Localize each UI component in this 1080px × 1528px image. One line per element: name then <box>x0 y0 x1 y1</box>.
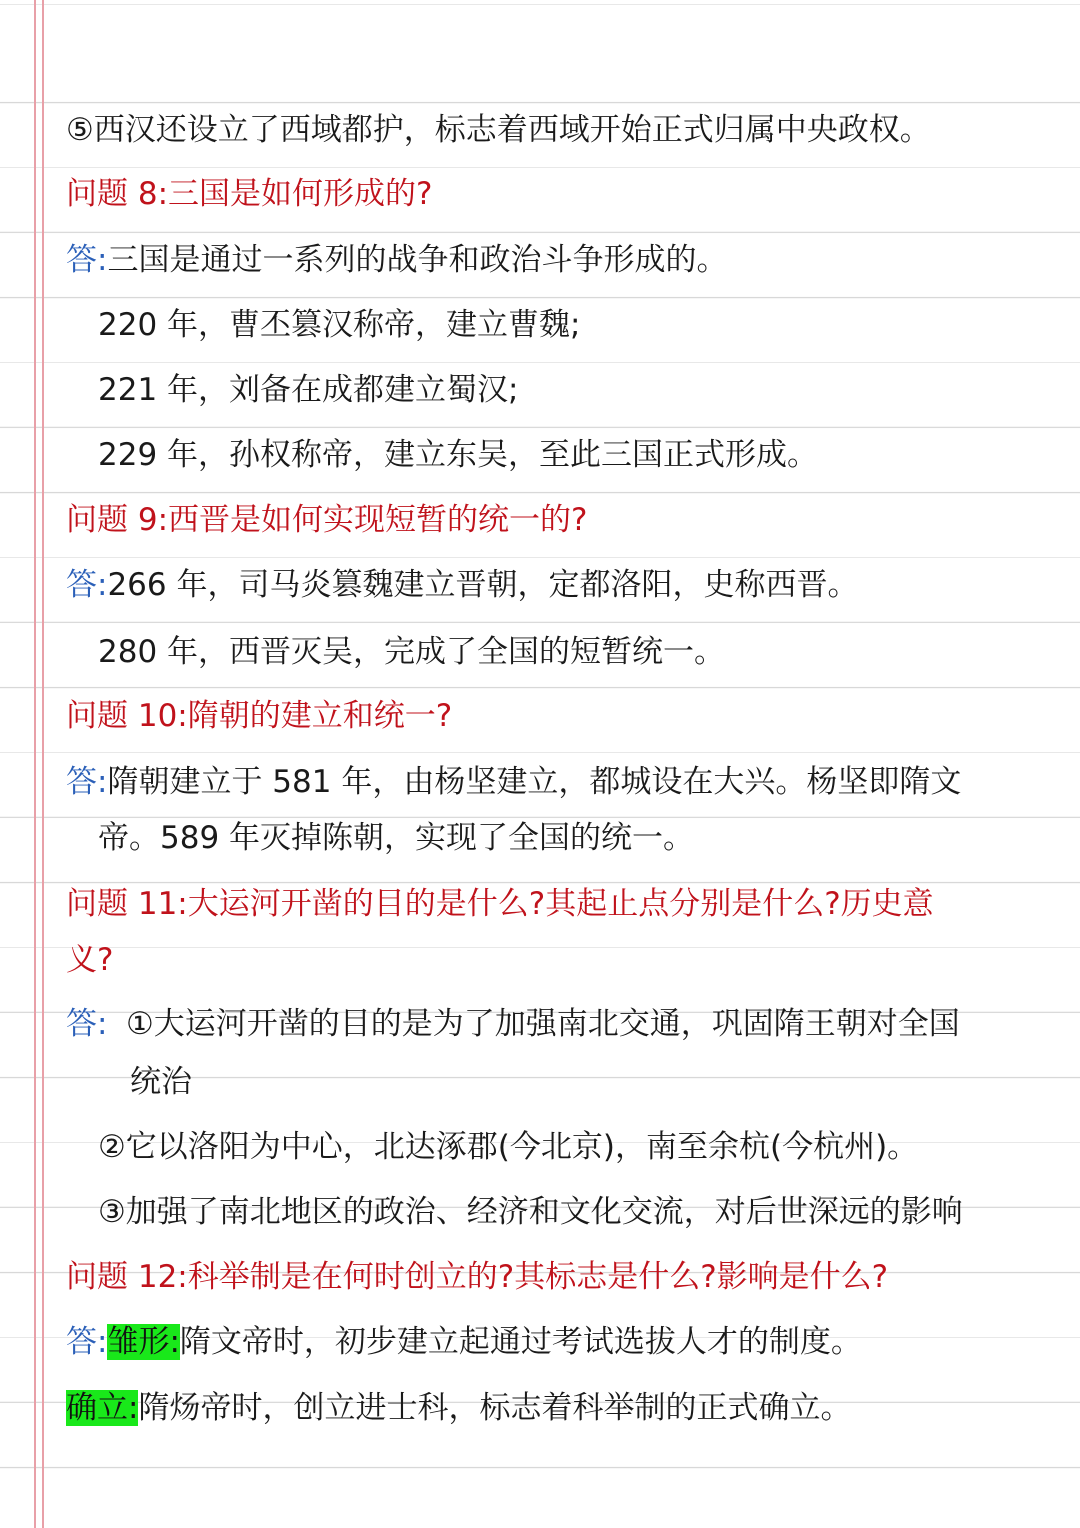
answer-label: 答: <box>66 764 108 800</box>
margin-line-right <box>42 0 44 1528</box>
answer-label: 答: <box>66 1324 108 1360</box>
answer-8-line-4: 229 年，孙权称帝，建立东吴，至此三国正式形成。 <box>98 437 819 473</box>
question-8: 问题 8:三国是如何形成的? <box>66 176 433 212</box>
answer-8-line-3: 221 年，刘备在成都建立蜀汉; <box>98 372 519 408</box>
question-12: 问题 12:科举制是在何时创立的?其标志是什么?影响是什么? <box>66 1259 889 1295</box>
answer-10-line-2: 帝。589 年灭掉陈朝，实现了全国的统一。 <box>98 820 695 856</box>
answer-11-line-2: 统治 <box>130 1064 192 1100</box>
answer-label: 答: <box>66 242 108 278</box>
highlight-established: 确立: <box>66 1390 139 1426</box>
answer-11-line-4: ③加强了南北地区的政治、经济和文化交流，对后世深远的影响 <box>98 1194 963 1230</box>
answer-12-line-2 <box>66 1388 1040 1428</box>
answer-9 <box>66 565 1040 605</box>
answer-text: ①大运河开凿的目的是为了加强南北交通，巩固隋王朝对全国 <box>126 1006 960 1042</box>
answer-10 <box>66 762 1040 802</box>
answer-text: 隋文帝时，初步建立起通过考试选拔人才的制度。 <box>179 1324 862 1360</box>
answer-text: 266 年，司马炎篡魏建立晋朝，定都洛阳，史称西晋。 <box>107 567 859 603</box>
question-11-line-1: 问题 11:大运河开凿的目的是什么?其起止点分别是什么?历史意 <box>66 886 934 922</box>
answer-11-line-3: ②它以洛阳为中心，北达涿郡(今北京)，南至余杭(今杭州)。 <box>98 1129 919 1165</box>
highlight-embryo: 雏形: <box>107 1324 180 1360</box>
answer-9-line-2: 280 年，西晋灭吴，完成了全国的短暂统一。 <box>98 634 726 670</box>
answer-label: 答: <box>66 1006 108 1042</box>
answer-text: 隋朝建立于 581 年，由杨坚建立，都城设在大兴。杨坚即隋文 <box>107 764 962 800</box>
margin-line-left <box>34 0 36 1528</box>
answer-8-line-2: 220 年，曹丕篡汉称帝，建立曹魏; <box>98 307 581 343</box>
answer-11 <box>66 1004 1040 1044</box>
note-line-western-regions: ⑤西汉还设立了西域都护，标志着西域开始正式归属中央政权。 <box>66 112 931 148</box>
question-10: 问题 10:隋朝的建立和统一? <box>66 698 453 734</box>
answer-label: 答: <box>66 567 108 603</box>
answer-8 <box>66 240 1040 280</box>
question-11-line-2: 义? <box>66 942 114 978</box>
answer-12-line-1 <box>66 1322 1040 1362</box>
answer-text: 三国是通过一系列的战争和政治斗争形成的。 <box>107 242 728 278</box>
answer-text: 隋炀帝时，创立进士科，标志着科举制的正式确立。 <box>138 1390 852 1426</box>
question-9: 问题 9:西晋是如何实现短暂的统一的? <box>66 502 588 538</box>
